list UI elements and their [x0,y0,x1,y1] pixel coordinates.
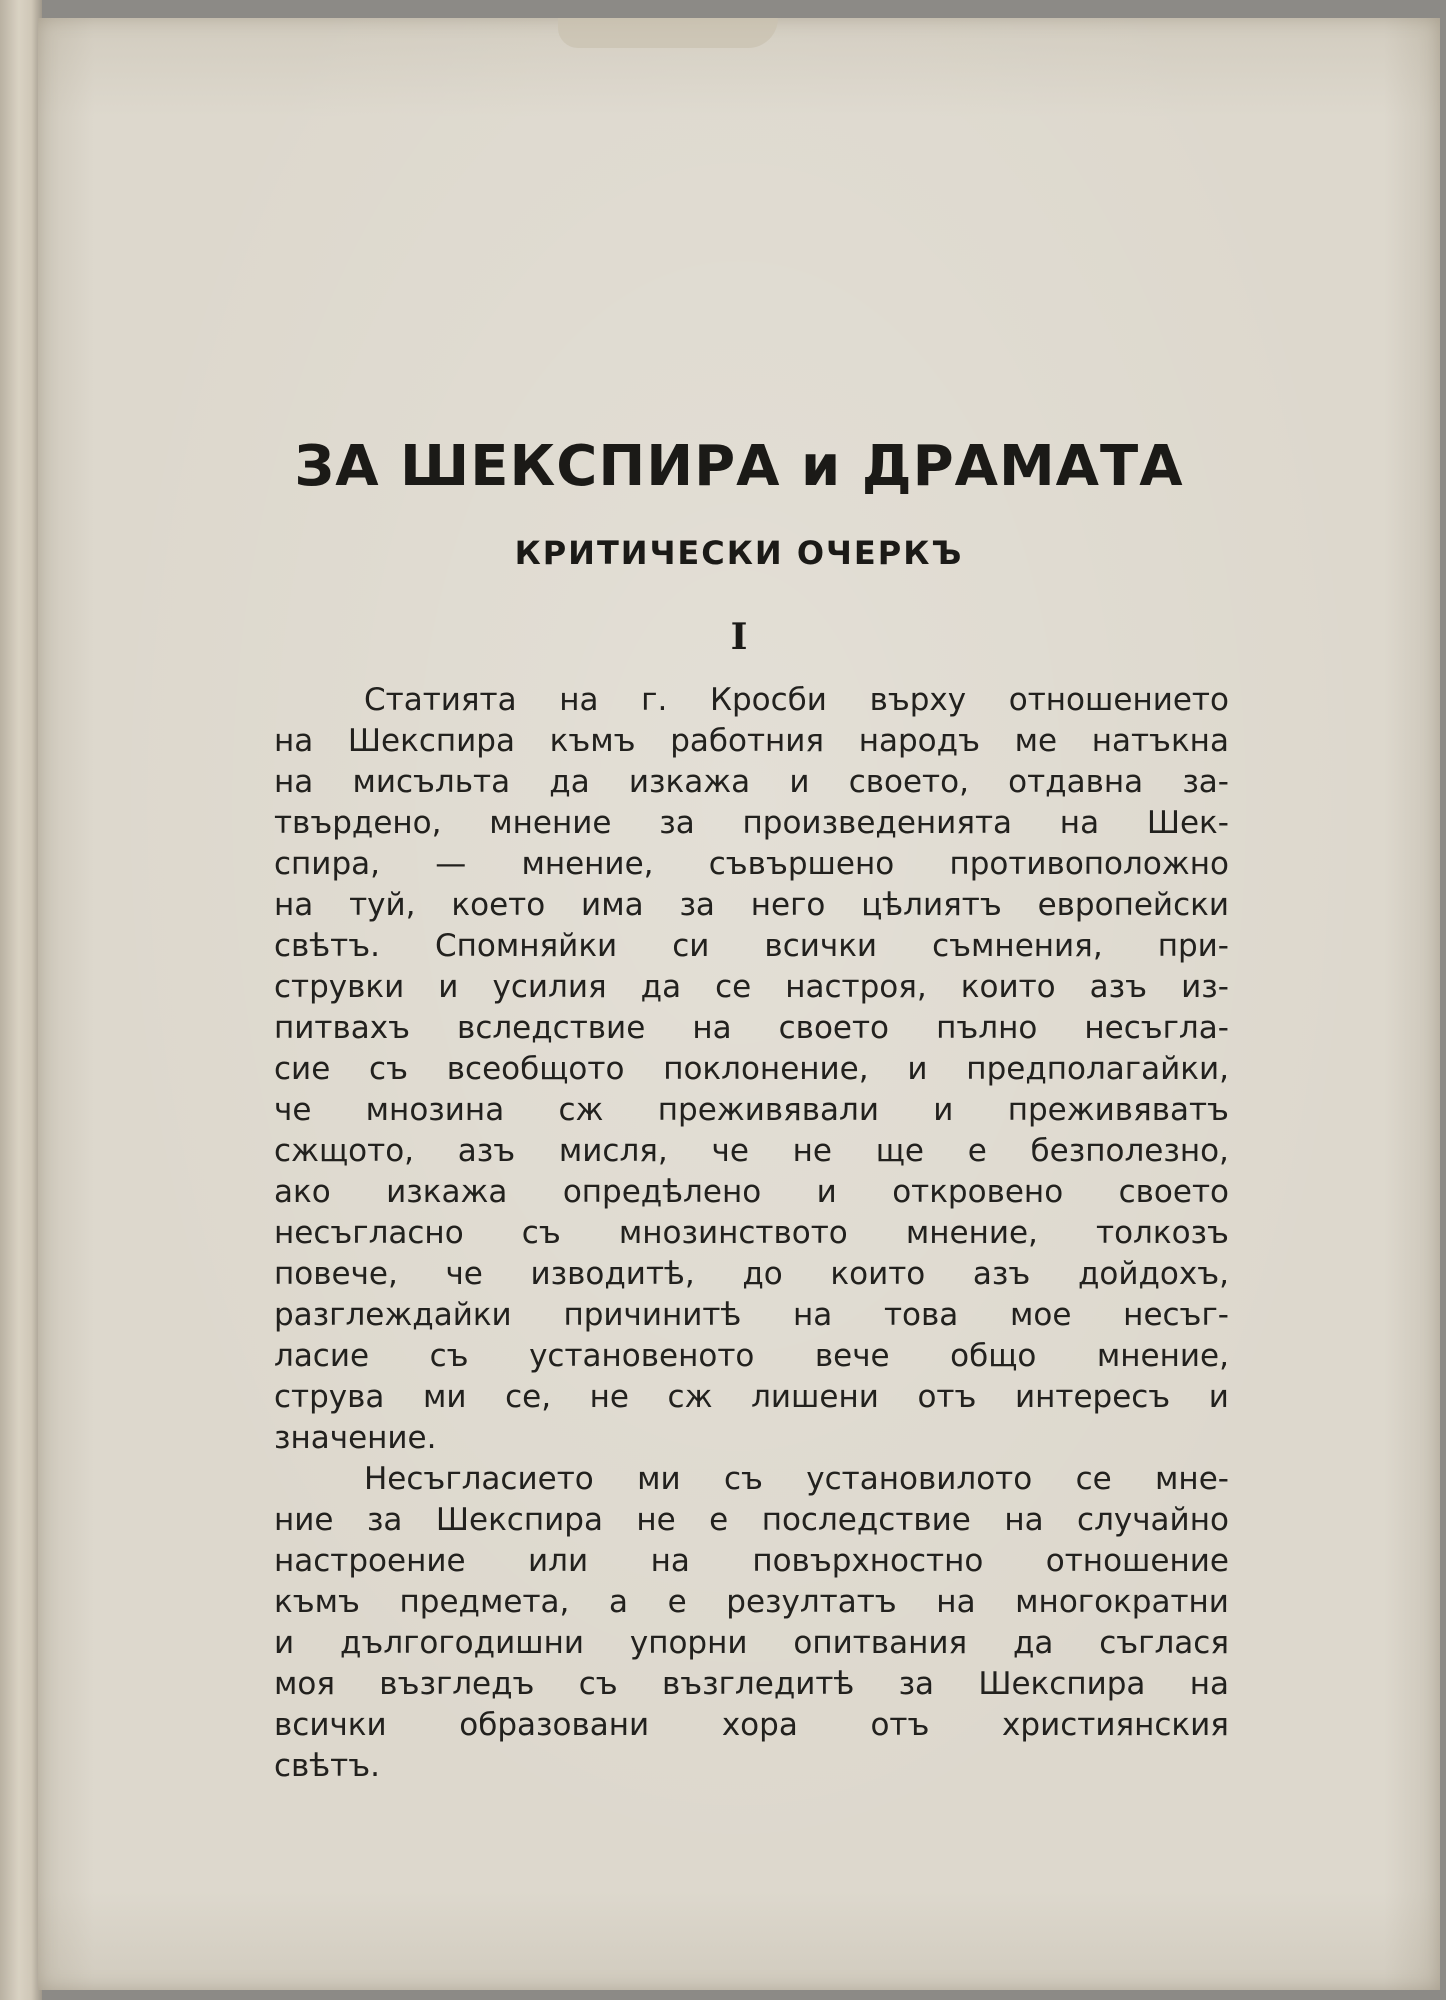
text-line: значение. [274,1420,437,1456]
text-line: Статията на г. Кросби върху отношението [364,682,1229,718]
text-line: на мисъльта да изкажа и своето, отдавна за- [274,764,1229,800]
text-line: спира, — мнение, съвършено противоположно [274,846,1229,882]
text-line: Несъгласието ми съ установилото се мне- [364,1461,1229,1497]
text-line: къмъ предмета, а е резултатъ на многократни [274,1584,1229,1620]
page-tear [558,18,778,48]
paragraph [274,1459,1229,1787]
text-line: настроение или на повърхностно отношение [274,1543,1229,1579]
page-subtitle: КРИТИЧЕСКИ ОЧЕРКЪ [514,534,964,572]
text-line: твърдено, мнение за произведенията на Шек- [274,805,1229,841]
body-text [274,680,1229,1787]
text-line: и дългогодишни упорни опитвания да съглася [274,1625,1229,1661]
book-page [38,18,1440,1990]
text-line: че мнозина сж преживявали и преживяватъ [274,1092,1229,1128]
page-title: ЗА ШЕКСПИРА и ДРАМАТА [294,434,1184,499]
section-number: I [730,616,748,658]
text-line: ако изкажа опредѣлено и откровено своето [274,1174,1229,1210]
text-line: моя възгледъ съ възгледитѣ за Шекспира на [274,1666,1229,1702]
left-page-edge [0,0,42,2000]
text-line: на туй, което има за него цѣлиятъ европейски [274,887,1229,923]
text-line: струвки и усилия да се настроя, които азъ из- [274,969,1229,1005]
text-line: повече, че изводитѣ, до които азъ дойдохъ, [274,1256,1229,1292]
text-line: свѣтъ. [274,1748,380,1784]
text-line: сие съ всеобщото поклонение, и предполагайки, [274,1051,1229,1087]
text-line: свѣтъ. Спомняйки си всички съмнения, при- [274,928,1229,964]
text-line: питвахъ вследствие на своето пълно несъгла- [274,1010,1229,1046]
text-line: всички образовани хора отъ християнския [274,1707,1229,1743]
text-line: на Шекспира къмъ работния народъ ме натъкна [274,723,1229,759]
text-line: ласие съ установеното вече общо мнение, [274,1338,1229,1374]
text-line: ние за Шекспира не е последствие на случайно [274,1502,1229,1538]
text-line: несъгласно съ мнозинството мнение, толкозъ [274,1215,1229,1251]
paragraph [274,680,1229,1459]
text-line: разглеждайки причинитѣ на това мое несъг- [274,1297,1229,1333]
text-line: струва ми се, не сж лишени отъ интересъ и [274,1379,1229,1415]
text-line: сжщото, азъ мисля, че не ще е безполезно, [274,1133,1229,1169]
